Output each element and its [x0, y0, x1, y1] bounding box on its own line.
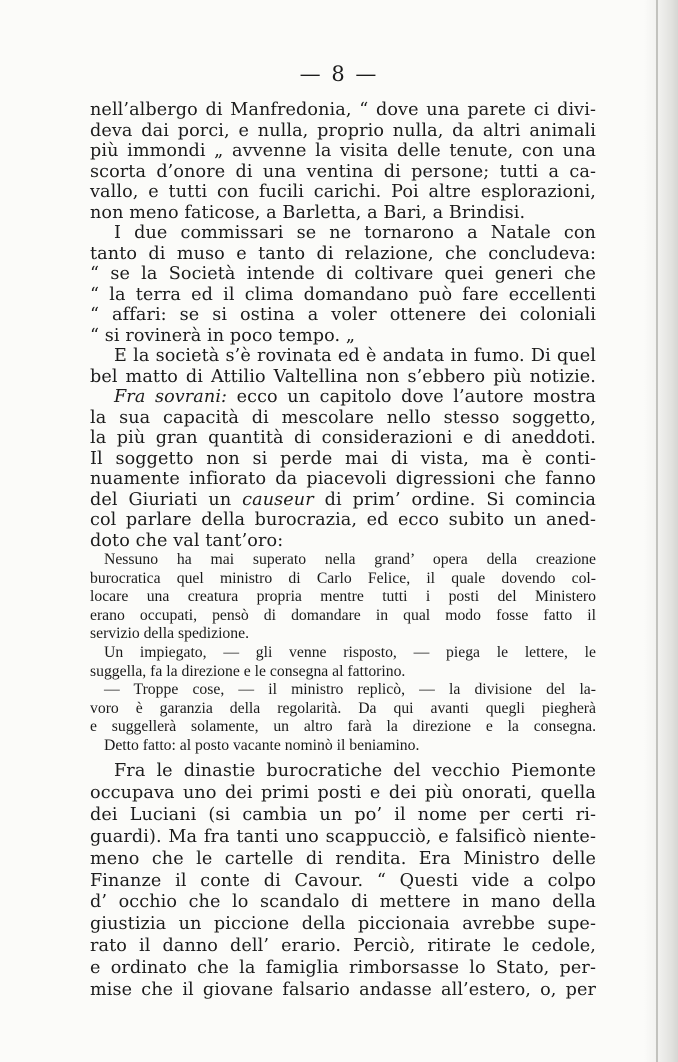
- text-line-italic-word: [90, 490, 596, 511]
- text-line: giustizia un piccione della piccionaia avrebbe supe-: [90, 914, 596, 935]
- text-line: deva dai porci, e nulla, proprio nulla, da altri animali: [90, 120, 596, 141]
- text-line: doto che val tant’oro:: [90, 530, 284, 551]
- text-line: occupava uno dei primi posti e dei più onorati, quella: [90, 782, 596, 803]
- text-line: meno che le cartelle di rendita. Era Ministro delle: [90, 848, 596, 869]
- text-line: I due commissari se ne tornarono a Natale con: [114, 223, 596, 243]
- text-fragment: di prim’ ordine. Si comincia: [313, 489, 597, 510]
- text-line: rato il danno dell’ erario. Perciò, ritirate le cedole,: [90, 936, 596, 957]
- text-line: col parlare della burocrazia, ed ecco subito un aned-: [90, 510, 596, 530]
- text-line: “ se la Società intende di coltivare quei generi che: [90, 264, 596, 284]
- text-line: la sua capacità di mescolare nello stesso soggetto,: [90, 407, 596, 428]
- quote-line: servizio della spedizione.: [90, 625, 249, 643]
- italic-title: Fra sovrani:: [114, 387, 228, 407]
- text-line: tanto di muso e tanto di relazione, che concludeva:: [90, 243, 596, 264]
- text-line-italic-lead: [90, 387, 596, 408]
- text-line: dei Luciani (si cambia un po’ il nome per certi ri-: [90, 804, 596, 825]
- quote-line: suggella, fa la direzione e le consegna al fattorino.: [90, 662, 406, 680]
- main-text-top: [90, 100, 596, 551]
- text-line: scorta d’onore di una ventina di persone; tutti a ca-: [90, 161, 596, 182]
- quote-line: burocratica quel ministro di Carlo Felice, il quale dovendo col-: [90, 569, 596, 587]
- quote-line: Nessuno ha mai superato nella grand’ opera della creazione: [104, 551, 596, 568]
- main-text-bottom: [90, 761, 596, 1002]
- text-line: guardi). Ma fra tanti uno scappucciò, e falsificò niente-: [90, 826, 596, 847]
- quote-line: e suggellerà solamente, un altro farà la direzione e la consegna.: [90, 718, 596, 736]
- text-line: Il soggetto non si perde mai di vista, ma è conti-: [90, 448, 596, 469]
- text-line: Finanze il conte di Cavour. “ Questi vide a colpo: [90, 870, 596, 891]
- page-number: — 8 —: [299, 62, 379, 86]
- text-line: nuamente infiorato da piacevoli digressioni che fanno: [90, 469, 596, 489]
- text-line: Fra le dinastie burocratiche del vecchio Piemonte: [114, 761, 596, 781]
- text-line: “ la terra ed il clima domandano può fare eccellenti: [90, 284, 596, 305]
- text-line: vallo, e tutti con fucili carichi. Poi altre esplorazioni,: [90, 182, 596, 202]
- quotation-block: [90, 551, 596, 756]
- text-line: più immondi „ avvenne la visita delle tenute, con una: [90, 141, 596, 161]
- quote-line: Un impiegato, — gli venne risposto, — piega le lettere, le: [104, 643, 596, 661]
- text-line: mise che il giovane falsario andasse all’estero, o, per: [90, 980, 596, 1001]
- text-line: nell’albergo di Manfredonia, “ dove una parete ci divi-: [90, 100, 596, 120]
- text-line: e ordinato che la famiglia rimborsasse lo Stato, per-: [90, 958, 596, 979]
- text-line: E la società s’è rovinata ed è andata in fumo. Di quel: [114, 346, 596, 366]
- quote-line: erano occupati, pensò di domandare in qual modo fosse fatto il: [90, 606, 596, 624]
- text-line: la più gran quantità di considerazioni e di aneddoti.: [90, 428, 596, 448]
- text-line: “ affari: se si ostina a voler ottenere dei coloniali: [90, 305, 596, 325]
- text-line: d’ occhio che lo scandalo di mettere in mano della: [90, 892, 596, 913]
- quote-line: Detto fatto: al posto vacante nominò il beniamino.: [104, 736, 420, 754]
- text-line: non meno faticose, a Barletta, a Bari, a Brindisi.: [90, 202, 526, 223]
- text-line: “ si rovinerà in poco tempo. „: [90, 325, 356, 346]
- text-fragment: ecco un capitolo dove l’autore mostra: [227, 387, 596, 407]
- text-line: bel matto di Attilio Valtellina non s’ebbero più notizie.: [90, 366, 596, 387]
- page-edge-line: [656, 0, 658, 1062]
- quote-line: voro è garanzia della regolarità. Da qui avanti quegli piegherà: [90, 699, 596, 717]
- italic-word: causeur: [242, 489, 314, 510]
- page-edge: [644, 0, 678, 1062]
- quote-line: — Troppe cose, — il ministro replicò, — la divisione del la-: [104, 681, 596, 699]
- text-fragment: del Giuriati un: [90, 489, 243, 510]
- quote-line: locare una creatura propria mentre tutti i posti del Ministero: [90, 588, 596, 606]
